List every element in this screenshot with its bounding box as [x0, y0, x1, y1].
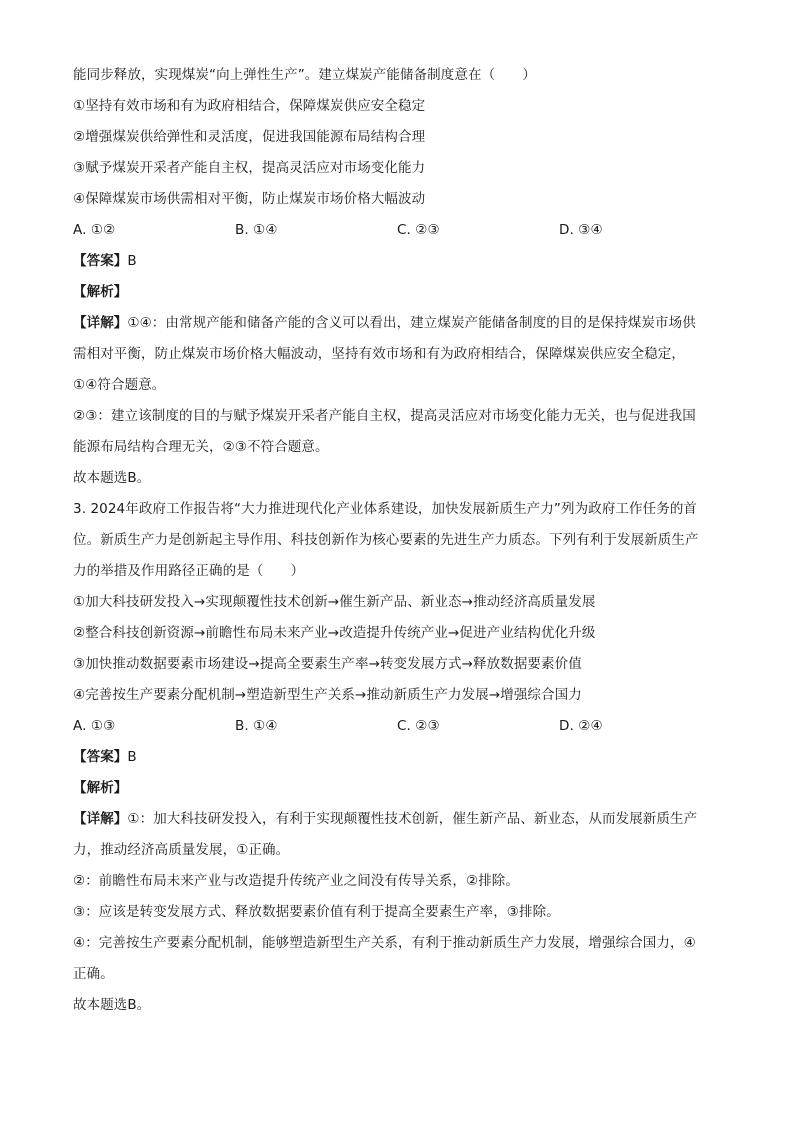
q3-detail-7: 故本题选B。 — [73, 997, 151, 1013]
q3-answer-tag: 【答案】 — [73, 749, 128, 765]
q3-detail-tag: 【详解】 — [73, 811, 128, 827]
q2-option-a: A. ①② — [73, 222, 116, 238]
q2-option-c: C. ②③ — [397, 222, 440, 238]
q2-item-4: ④保障煤炭市场供需相对平衡，防止煤炭市场价格大幅波动 — [73, 191, 426, 207]
q2-item-2: ②增强煤炭供给弹性和灵活度，促进我国能源布局结构合理 — [73, 129, 426, 145]
q3-item-1: ①加大科技研发投入→实现颠覆性技术创新→催生新产品、新业态→推动经济高质量发展 — [73, 594, 596, 610]
q3-detail-5: ④：完善按生产要素分配机制，能够塑造新型生产关系，有利于推动新质生产力发展，增强综合国力，④ — [73, 935, 696, 951]
q3-answer-value: B — [127, 749, 137, 765]
q3-detail-3: ②：前瞻性布局未来产业与改造提升传统产业之间没有传导关系，②排除。 — [73, 873, 520, 889]
q2-item-1: ①坚持有效市场和有为政府相结合，保障煤炭供应安全稳定 — [73, 98, 426, 114]
q3-option-d: D. ②④ — [559, 718, 603, 734]
q2-stem-tail: 能同步释放，实现煤炭“向上弹性生产”。建立煤炭产能储备制度意在（ ） — [73, 67, 536, 83]
q3-detail-1 — [73, 804, 733, 835]
q3-option-b: B. ①④ — [235, 718, 278, 734]
document-page — [73, 60, 733, 1021]
q2-detail-text-1: ①④：由常规产能和储备产能的含义可以看出，建立煤炭产能储备制度的目的是保持煤炭市场供 — [127, 315, 696, 331]
q3-analysis — [73, 773, 733, 804]
q2-detail-2: 需相对平衡，防止煤炭市场价格大幅波动，坚持有效市场和有为政府相结合，保障煤炭供应安全稳定， — [73, 346, 685, 362]
q3-answer — [73, 742, 733, 773]
q2-answer-tag: 【答案】 — [73, 253, 128, 269]
q3-detail-2: 力，推动经济高质量发展，①正确。 — [73, 842, 290, 858]
q3-options — [73, 711, 733, 742]
q3-detail-text-1: ①：加大科技研发投入，有利于实现颠覆性技术创新，催生新产品、新业态，从而发展新质生产 — [127, 811, 698, 827]
q3-stem-1: 3. 2024年政府工作报告将“大力推进现代化产业体系建设，加快发展新质生产力”列为政府工作任务的首 — [73, 501, 698, 517]
q2-analysis — [73, 277, 733, 308]
q2-answer — [73, 246, 733, 277]
q2-item-3: ③赋予煤炭开采者产能自主权，提高灵活应对市场变化能力 — [73, 160, 426, 176]
q3-detail-6: 正确。 — [73, 966, 114, 982]
q3-stem-3: 力的举措及作用路径正确的是（ ） — [73, 563, 305, 579]
q2-options — [73, 215, 733, 246]
q2-option-b: B. ①④ — [235, 222, 278, 238]
q3-item-3: ③加快推动数据要素市场建设→提高全要素生产率→转变发展方式→释放数据要素价值 — [73, 656, 582, 672]
q2-answer-value: B — [127, 253, 137, 269]
q3-option-a: A. ①③ — [73, 718, 116, 734]
q3-option-c: C. ②③ — [397, 718, 440, 734]
q3-item-4: ④完善按生产要素分配机制→塑造新型生产关系→推动新质生产力发展→增强综合国力 — [73, 687, 582, 703]
q2-detail-1 — [73, 308, 733, 339]
q3-stem-2: 位。新质生产力是创新起主导作用、科技创新作为核心要素的先进生产力质态。下列有利于发展新质生产 — [73, 532, 699, 548]
q3-analysis-tag: 【解析】 — [73, 780, 128, 796]
q3-item-2: ②整合科技创新资源→前瞻性布局未来产业→改造提升传统产业→促进产业结构优化升级 — [73, 625, 596, 641]
q3-detail-4: ③：应该是转变发展方式、释放数据要素价值有利于提高全要素生产率，③排除。 — [73, 904, 560, 920]
q2-detail-tag: 【详解】 — [73, 315, 128, 331]
q2-detail-4: ②③：建立该制度的目的与赋予煤炭开采者产能自主权，提高灵活应对市场变化能力无关，也与促进我国 — [73, 408, 696, 424]
q2-detail-5: 能源布局结构合理无关，②③不符合题意。 — [73, 439, 329, 455]
q2-detail-3: ①④符合题意。 — [73, 377, 166, 393]
q2-detail-6: 故本题选B。 — [73, 470, 151, 486]
q2-option-d: D. ③④ — [559, 222, 603, 238]
q2-analysis-tag: 【解析】 — [73, 284, 128, 300]
